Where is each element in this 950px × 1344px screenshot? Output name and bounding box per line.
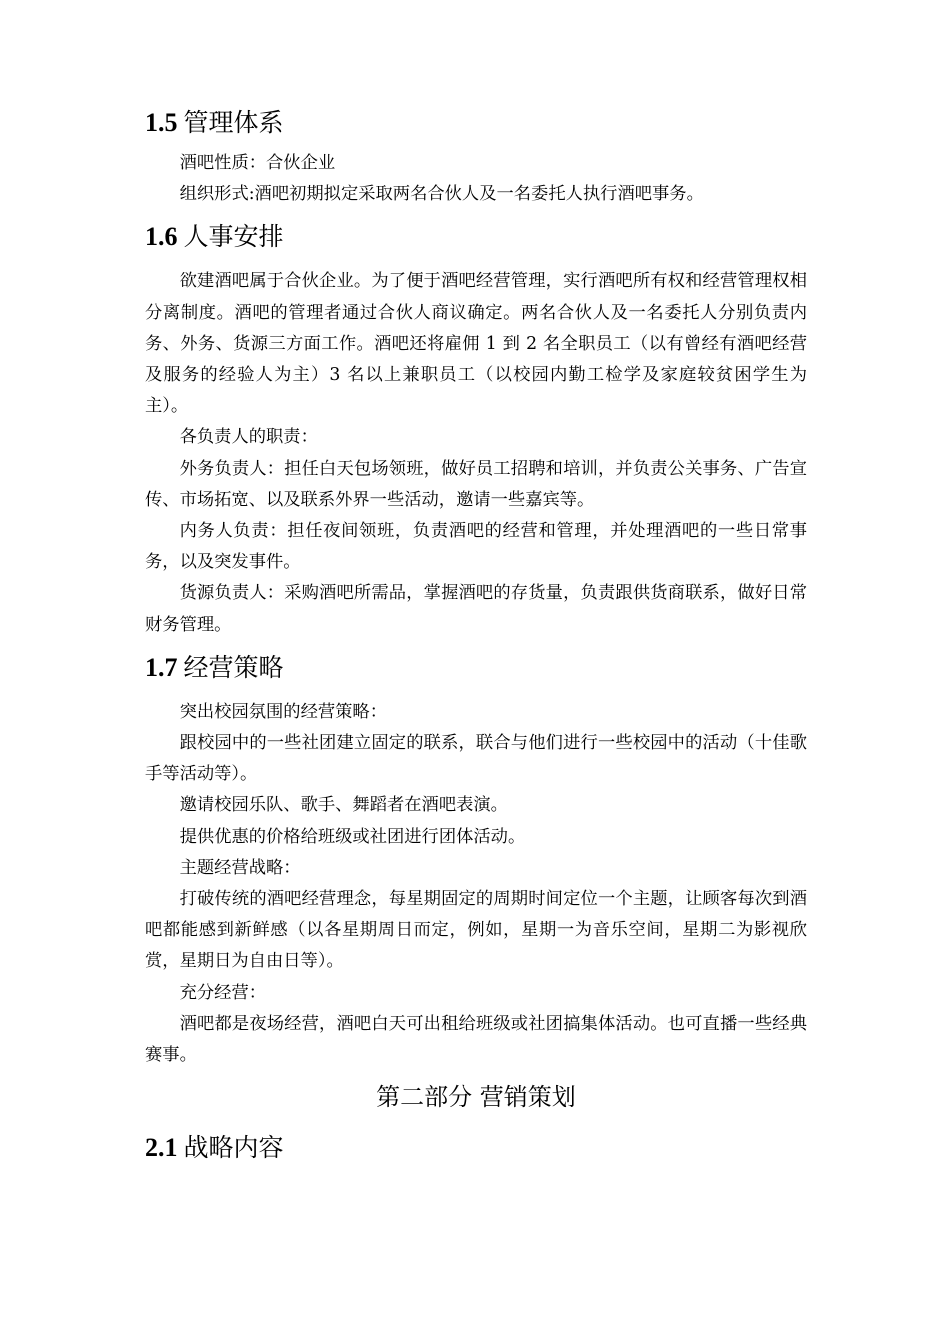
paragraph: 欲建酒吧属于合伙企业。为了便于酒吧经营管理，实行酒吧所有权和经营管理权相分离制度。酒吧的管理者通过合伙人商议确定。两名合伙人及一名委托人分别负责内务、外务、货源三方面工作。酒吧还将雇佣 1 到 2 名全职员工（以有曾经有酒吧经营及服务的经验人为主）3 名以上兼职员工（以校园内勤工检学及家庭较贫困学生为主）。 <box>145 271 807 417</box>
paragraph: 货源负责人：采购酒吧所需品，掌握酒吧的存货量，负责跟供货商联系，做好日常财务管理。 <box>145 583 807 635</box>
section-heading-2-1 <box>145 1125 807 1171</box>
paragraph: 邀请校园乐队、歌手、舞蹈者在酒吧表演。 <box>179 795 508 816</box>
section-body-1-6 <box>145 266 807 640</box>
paragraph: 充分经营： <box>179 982 267 1003</box>
paragraph: 酒吧性质：合伙企业 <box>179 153 336 173</box>
paragraph: 跟校园中的一些社团建立固定的联系，联合与他们进行一些校园中的活动（十佳歌手等活动等）。 <box>145 733 807 785</box>
document-content <box>145 100 807 1171</box>
section-title: 人事安排 <box>183 222 284 252</box>
section-title: 管理体系 <box>183 108 284 137</box>
section-number: 2.1 <box>145 1133 178 1163</box>
section-title: 战略内容 <box>183 1133 284 1163</box>
section-heading-1-7 <box>145 645 807 691</box>
paragraph: 突出校园氛围的经营策略： <box>179 701 387 722</box>
section-heading-1-6 <box>145 214 807 260</box>
section-title: 经营策略 <box>183 652 284 682</box>
paragraph: 酒吧都是夜场经营，酒吧白天可出租给班级或社团搞集体活动。也可直播一些经典赛事。 <box>145 1013 807 1066</box>
paragraph: 各负责人的职责： <box>179 427 318 448</box>
section-heading-1-5 <box>145 100 807 146</box>
paragraph: 外务负责人：担任白天包场领班，做好员工招聘和培训，并负责公关事务、广告宣传、市场拓宽、以及联系外界一些活动，邀请一些嘉宾等。 <box>145 458 807 510</box>
paragraph: 组织形式:酒吧初期拟定采取两名合伙人及一名委托人执行酒吧事务。 <box>179 184 704 205</box>
section-number: 1.6 <box>145 222 178 252</box>
section-number: 1.7 <box>145 652 178 682</box>
section-number: 1.5 <box>145 108 178 137</box>
part-title: 第二部分 营销策划 <box>376 1083 576 1112</box>
section-body-1-5 <box>145 148 807 210</box>
section-body-1-7 <box>145 697 807 1071</box>
paragraph: 内务人负责：担任夜间领班，负责酒吧的经营和管理，并处理酒吧的一些日常事务，以及突发事件。 <box>145 521 807 573</box>
paragraph: 打破传统的酒吧经营理念，每星期固定的周期时间定位一个主题，让顾客每次到酒吧都能感到新鲜感（以各星期周日而定，例如，星期一为音乐空间，星期二为影视欣赏，星期日为自由日等）。 <box>145 889 807 972</box>
paragraph: 主题经营战略： <box>179 857 301 878</box>
paragraph: 提供优惠的价格给班级或社团进行团体活动。 <box>179 826 526 847</box>
